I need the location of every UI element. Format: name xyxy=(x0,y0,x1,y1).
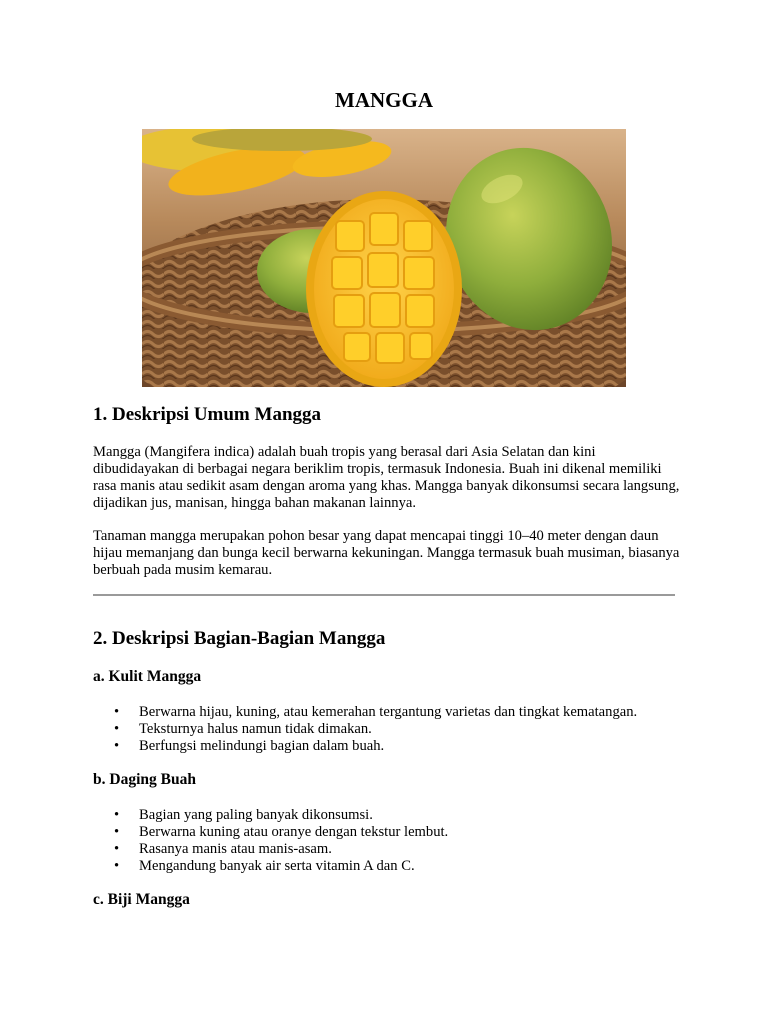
section1-heading: 1. Deskripsi Umum Mangga xyxy=(93,404,322,425)
section1-paragraph-2: Tanaman mangga merupakan pohon besar yang dapat mencapai tinggi 10–40 meter dengan daun hijau memanjang dan bunga kecil berwarna kekuningan. Mangga termasuk buah musiman, biasanya berbuah pada musim kemarau. xyxy=(93,528,680,578)
page-title: MANGGA xyxy=(335,88,433,112)
section-divider xyxy=(93,594,675,596)
subsection-kulit-heading: a. Kulit Mangga xyxy=(93,668,202,685)
list-item: • Berfungsi melindungi bagian dalam buah. xyxy=(93,738,693,755)
mango-photo xyxy=(142,129,626,387)
list-item: • Rasanya manis atau manis-asam. xyxy=(93,841,693,858)
list-item: • Berwarna hijau, kuning, atau kemerahan tergantung varietas dan tingkat kematangan. xyxy=(93,704,693,721)
list-item: • Teksturnya halus namun tidak dimakan. xyxy=(93,721,693,738)
kulit-list xyxy=(93,704,693,755)
subsection-biji-heading: c. Biji Mangga xyxy=(93,891,190,908)
list-item: • Mengandung banyak air serta vitamin A dan C. xyxy=(93,858,693,875)
daging-list xyxy=(93,807,693,875)
list-item: • Berwarna kuning atau oranye dengan tekstur lembut. xyxy=(93,824,693,841)
subsection-daging-heading: b. Daging Buah xyxy=(93,771,196,788)
list-item: • Bagian yang paling banyak dikonsumsi. xyxy=(93,807,693,824)
section2-heading: 2. Deskripsi Bagian-Bagian Mangga xyxy=(93,628,386,649)
section1-paragraph-1: Mangga (Mangifera indica) adalah buah tropis yang berasal dari Asia Selatan dan kini dibudidayakan di berbagai negara beriklim tropis, termasuk Indonesia. Buah ini dikenal memiliki rasa manis atau sedikit asam dengan aroma yang khas. Mangga banyak dikonsumsi secara langsung, dijadikan jus, manisan, hingga bahan makanan lainnya. xyxy=(93,444,680,511)
